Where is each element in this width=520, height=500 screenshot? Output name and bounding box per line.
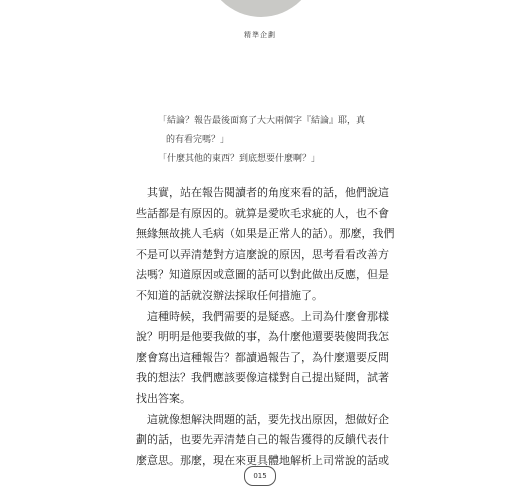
body-line: 不知道的話就沒辦法採取任何措施了。 bbox=[136, 288, 323, 302]
body-line: 劃的話，也要先弄清楚自己的報告獲得的反饋代表什 bbox=[136, 433, 389, 447]
body-text bbox=[136, 183, 395, 471]
header-decoration bbox=[205, 0, 317, 17]
body-line: 這種時候，我們需要的是疑惑。上司為什麼會那樣 bbox=[136, 309, 389, 323]
quote-block bbox=[158, 112, 388, 169]
page-number: 015 bbox=[244, 466, 276, 486]
body-line: 法嗎？知道原因或意圖的話可以對此做出反應，但是 bbox=[136, 268, 389, 282]
quote-line: 「什麼其他的東西？到底想要什麼啊？」 bbox=[158, 154, 321, 164]
body-line: 麼意思。那麼，現在來更具體地解析上司常說的話或 bbox=[136, 453, 389, 467]
quote-line: 「結論？報告最後面寫了大大兩個字『結論』耶，真 bbox=[158, 116, 366, 126]
body-line: 些話都是有原因的。就算是愛吹毛求疵的人，也不會 bbox=[136, 206, 389, 220]
body-line: 找出答案。 bbox=[136, 391, 191, 405]
body-line: 我的想法？我們應該要像這樣對自己提出疑問，試著 bbox=[136, 371, 389, 385]
body-line: 這就像想解決問題的話，要先找出原因，想做好企 bbox=[136, 412, 389, 426]
body-line: 無緣無故挑人毛病（如果是正常人的話）。那麼，我們 bbox=[136, 227, 395, 241]
body-line: 其實，站在報告閱讀者的角度來看的話，他們說這 bbox=[136, 186, 389, 199]
body-line: 麼會寫出這種報告？都讀過報告了，為什麼還要反問 bbox=[136, 350, 389, 364]
quote-line: 的有看完嗎？」 bbox=[166, 135, 230, 145]
body-line: 不是可以弄清楚對方這麼說的原因，思考看看改善方 bbox=[136, 247, 389, 261]
running-header: 精準企劃 bbox=[244, 31, 276, 39]
body-line: 說？明明是他要我做的事，為什麼他還要裝傻問我怎 bbox=[136, 330, 389, 344]
